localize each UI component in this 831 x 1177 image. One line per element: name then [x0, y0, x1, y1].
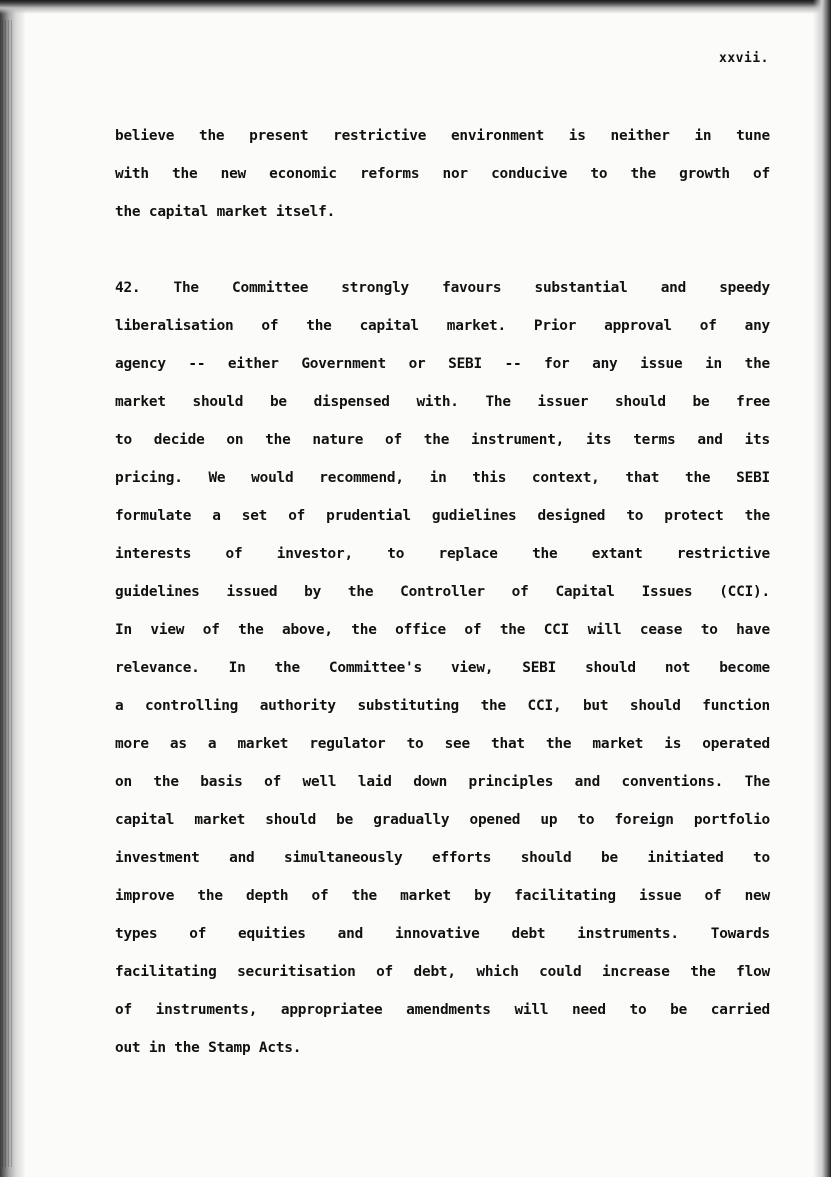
paragraph-2-line: formulate a set of prudential gudielines designed to protect the [115, 508, 770, 524]
paragraph-2-line: agency -- either Government or SEBI -- for any issue in the [115, 356, 770, 372]
paragraph-2-line: more as a market regulator to see that the market is operated [115, 736, 770, 752]
paragraph-1-line: with the new economic reforms nor conducive to the growth of [115, 166, 770, 182]
right-scan-edge [813, 0, 831, 1177]
paragraph-2-line: facilitating securitisation of debt, which could increase the flow [115, 964, 770, 980]
paragraph-2-line: relevance. In the Committee's view, SEBI should not become [115, 660, 770, 676]
paragraph-2-line: a controlling authority substituting the CCI, but should function [115, 698, 770, 714]
paragraph-2-line: on the basis of well laid down principles and conventions. The [115, 774, 770, 790]
paragraph-1-line: believe the present restrictive environment is neither in tune [115, 128, 770, 144]
paragraph-2-line: of instruments, appropriatee amendments will need to be carried [115, 1002, 770, 1018]
paragraph-2-line: interests of investor, to replace the extant restrictive [115, 546, 770, 562]
top-scan-edge [0, 0, 831, 14]
paragraph-2-line: out in the Stamp Acts. [115, 1040, 302, 1056]
paragraph-2-line: pricing. We would recommend, in this context, that the SEBI [115, 470, 770, 486]
paragraph-2-line: market should be dispensed with. The issuer should be free [115, 394, 770, 410]
page-number: xxvii. [719, 51, 769, 66]
paragraph-2-line: capital market should be gradually opened up to foreign portfolio [115, 812, 770, 828]
paragraph-2-line: types of equities and innovative debt instruments. Towards [115, 926, 770, 942]
paragraph-2-line: investment and simultaneously efforts should be initiated to [115, 850, 770, 866]
paragraph-2-line: 42. The Committee strongly favours substantial and speedy [115, 280, 770, 296]
paragraph-2-line: liberalisation of the capital market. Prior approval of any [115, 318, 770, 334]
paragraph-2-line: guidelines issued by the Controller of Capital Issues (CCI). [115, 584, 770, 600]
binding-edge [2, 20, 14, 1167]
paragraph-2-line: improve the depth of the market by facilitating issue of new [115, 888, 770, 904]
paragraph-1-line: the capital market itself. [115, 204, 336, 220]
paragraph-2-line: In view of the above, the office of the CCI will cease to have [115, 622, 770, 638]
paragraph-2-line: to decide on the nature of the instrument, its terms and its [115, 432, 770, 448]
